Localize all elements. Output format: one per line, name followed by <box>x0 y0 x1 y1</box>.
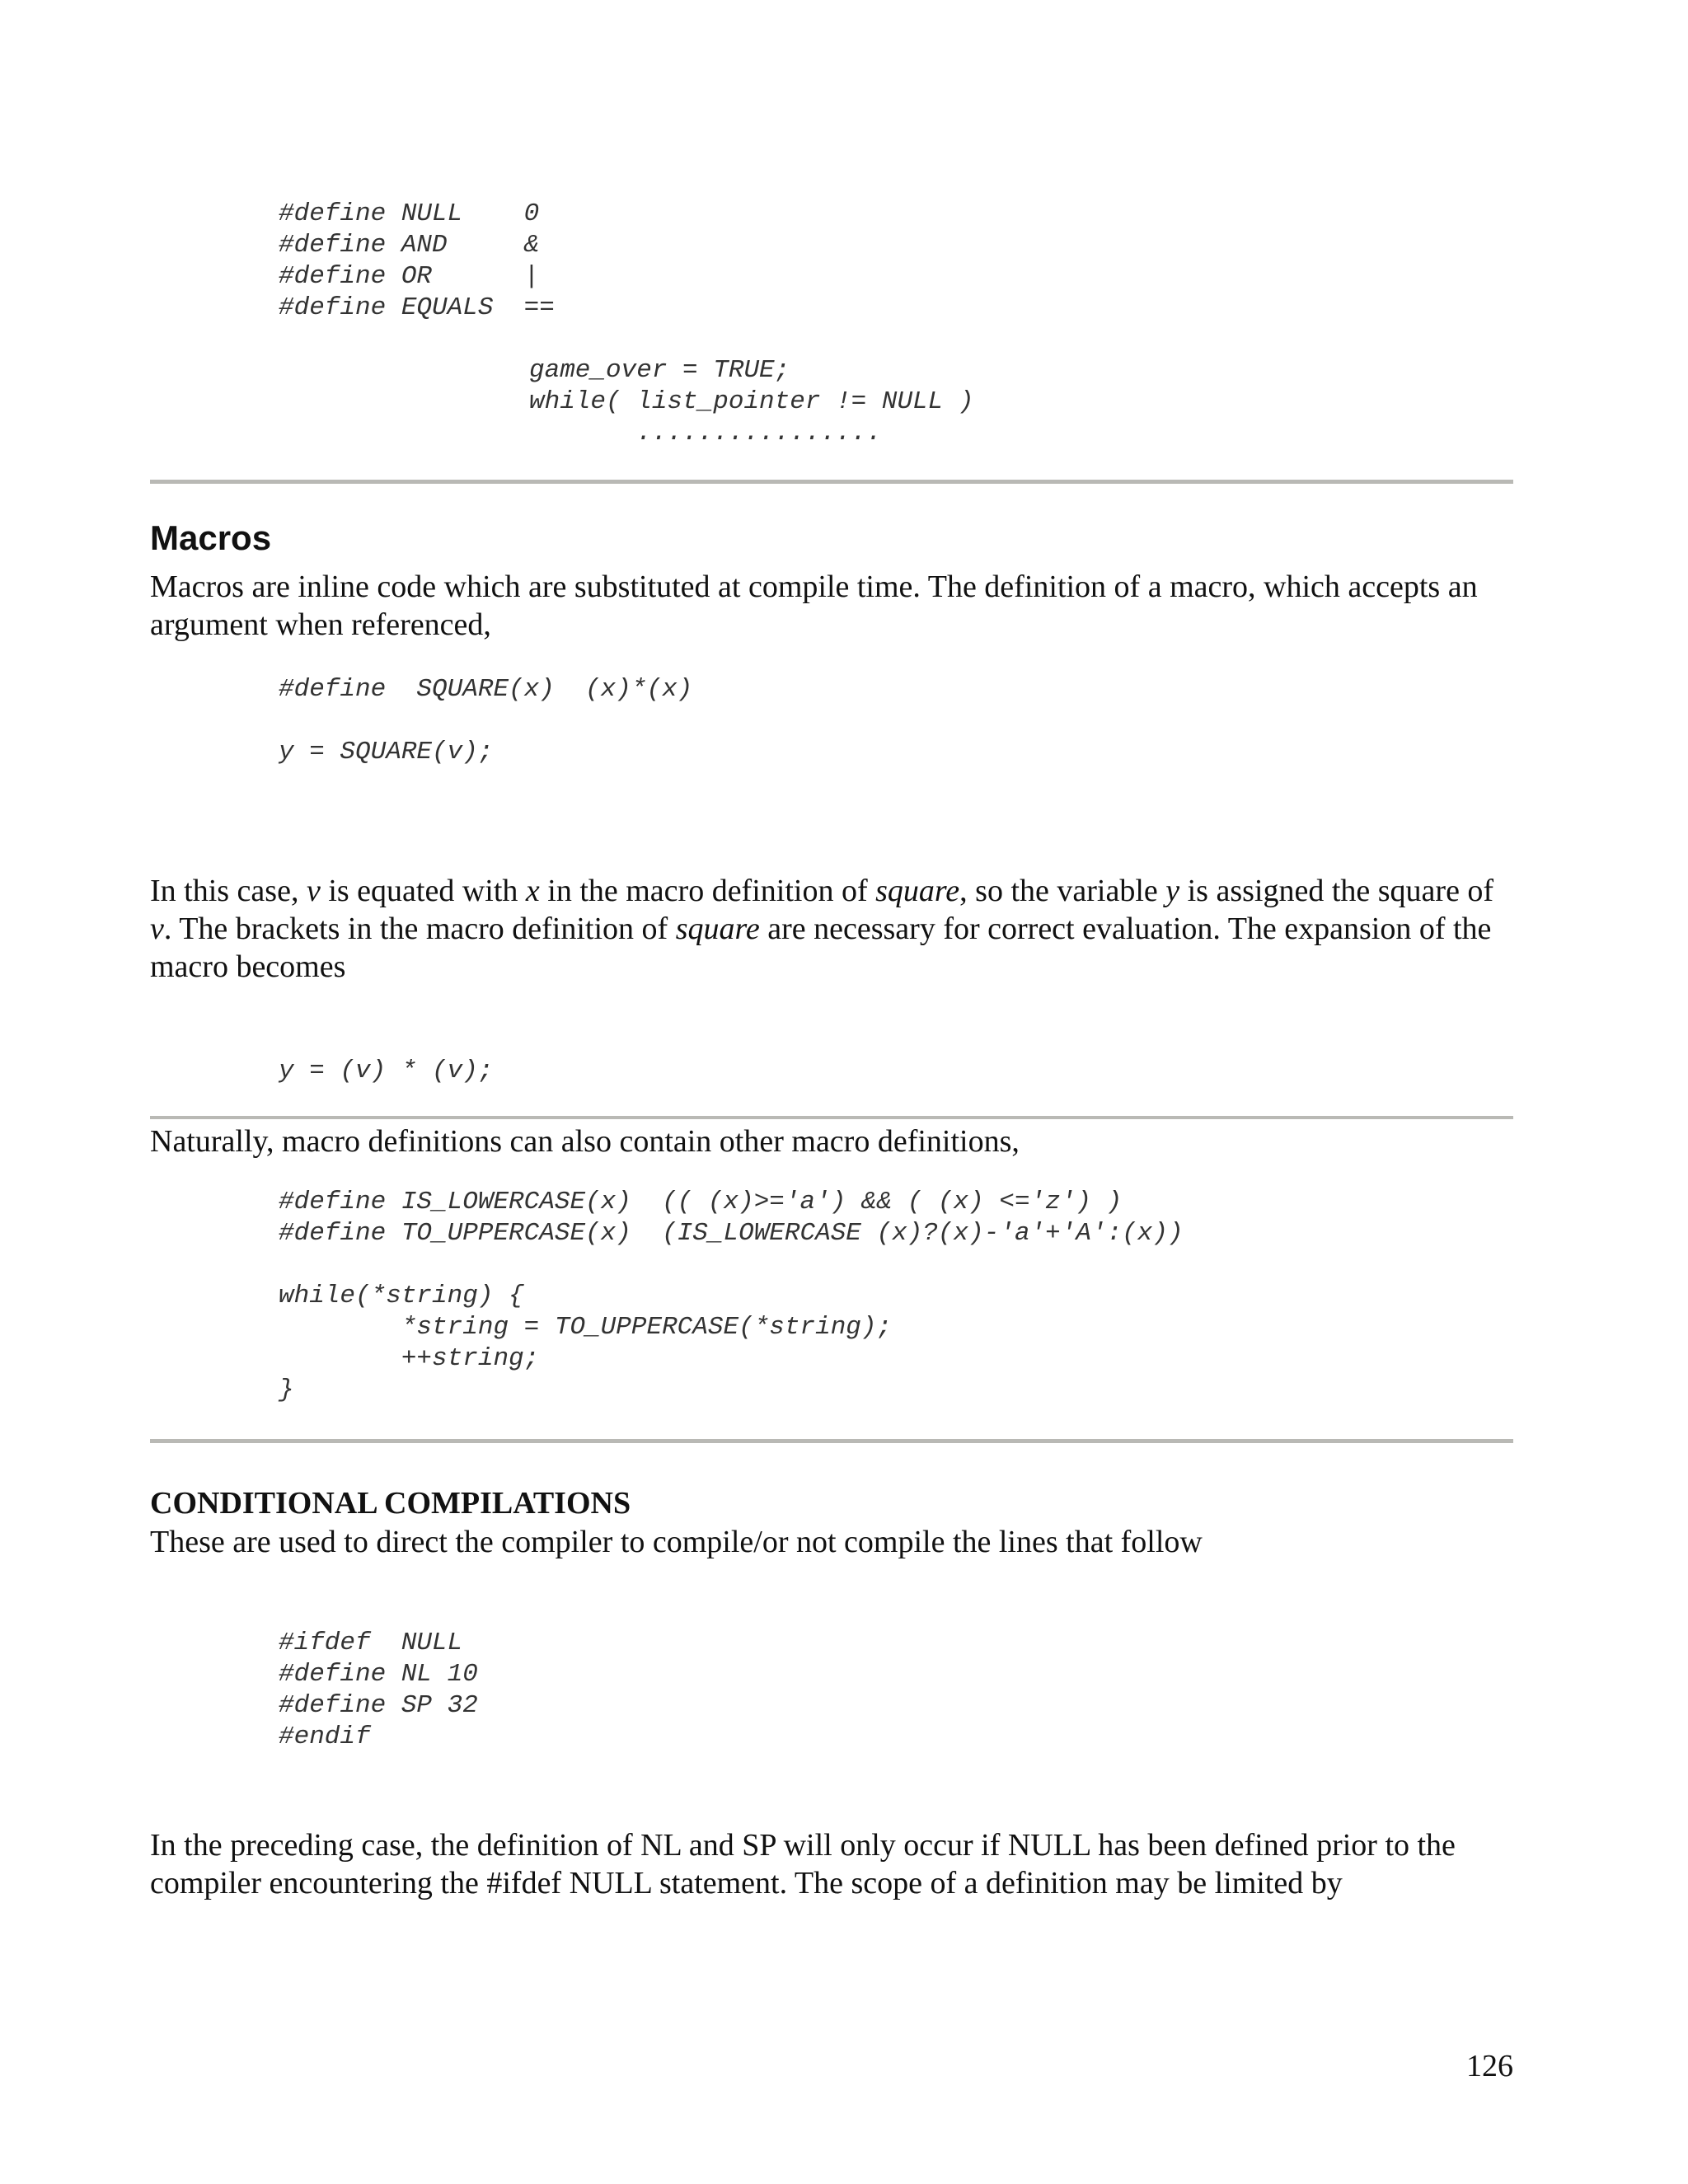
macro-explanation-paragraph: In this case, v is equated with x in the macro definition of square, so the variable y is assigned the square of v. The brackets in the macro definition of square are necessary for correct evaluation. The expansion of the macro becomes <box>150 874 1494 984</box>
code-block-uppercase-macros: #define IS_LOWERCASE(x) (( (x)>='a') && ( (x) <='z') ) #define TO_UPPERCASE(x) (IS_LOWERCASE (x)?(x)-'a'+'A':(x)) while(*string) { *string = TO_UPPERCASE(*string); ++string; } <box>279 1188 1184 1404</box>
section-divider <box>150 1439 1513 1443</box>
italic-term: square <box>875 874 960 908</box>
page-number: 126 <box>1466 2049 1513 2083</box>
code-block-ifdef: #ifdef NULL #define NL 10 #define SP 32 #endif <box>279 1629 478 1751</box>
macros-heading: Macros <box>150 518 272 557</box>
closing-paragraph: In the preceding case, the definition of NL and SP will only occur if NULL has been defined prior to the compiler encountering the #ifdef NULL statement. The scope of a definition may be limited by <box>150 1828 1456 1900</box>
section-divider <box>150 480 1513 484</box>
italic-term: x <box>525 874 540 908</box>
code-block-while-loop: game_over = TRUE; while( list_pointer != NULL ) ................ <box>529 356 974 448</box>
code-divider <box>150 1116 1513 1119</box>
italic-term: y <box>1165 874 1180 908</box>
italic-term: v <box>306 874 321 908</box>
code-block-square-macro: #define SQUARE(x) (x)*(x) y = SQUARE(v); <box>279 675 693 766</box>
conditional-intro-paragraph: These are used to direct the compiler to compile/or not compile the lines that follow <box>150 1525 1203 1559</box>
code-block-defines: #define NULL 0 #define AND & #define OR | #define EQUALS == <box>279 199 555 322</box>
conditional-compilations-heading: CONDITIONAL COMPILATIONS <box>150 1486 631 1521</box>
nested-macros-paragraph: Naturally, macro definitions can also contain other macro definitions, <box>150 1124 1020 1159</box>
italic-term: square <box>675 912 760 946</box>
macros-intro-paragraph: Macros are inline code which are substituted at compile time. The definition of a macro, which accepts an argument when referenced, <box>150 569 1478 642</box>
code-block-expansion: y = (v) * (v); <box>279 1057 494 1085</box>
italic-term: v <box>150 912 164 946</box>
